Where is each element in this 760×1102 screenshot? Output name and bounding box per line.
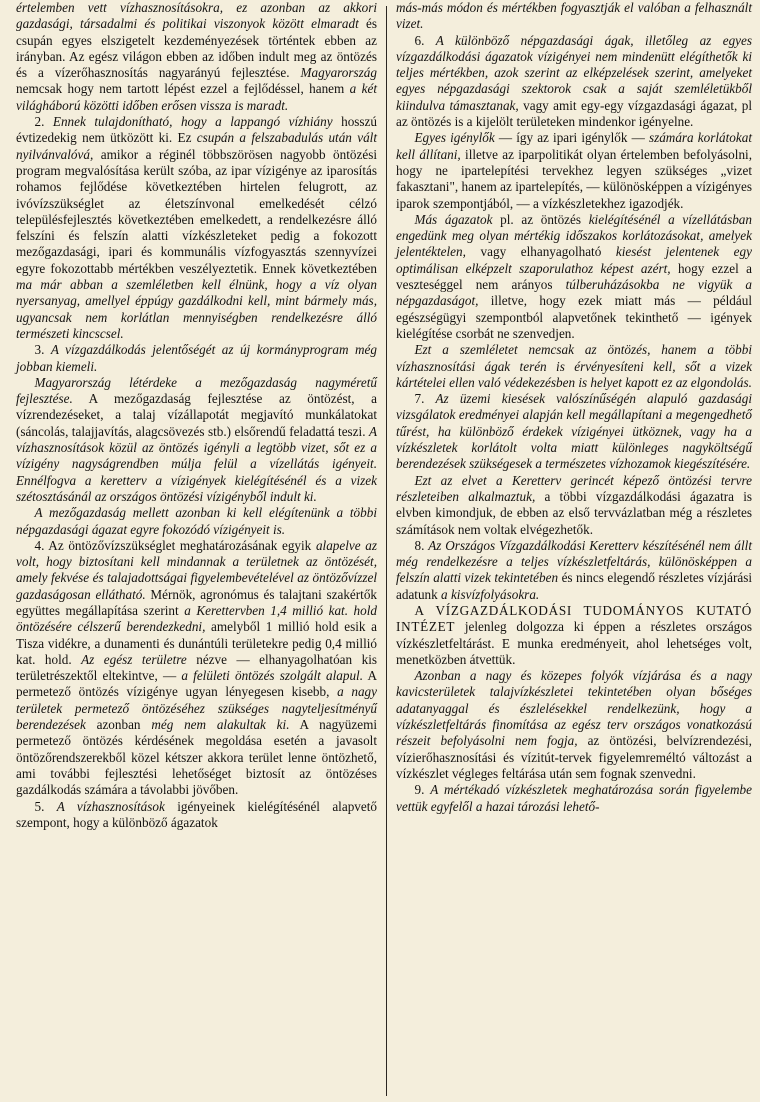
paragraph (396, 342, 752, 391)
italic-text: a Kerettervben 1,4 millió kat. hold öntözésére célszerű berendezkedni, (16, 602, 377, 635)
italic-text: a nagy területek permetező öntözéséhez szükséges nagyteljesítményű berendezések (16, 684, 378, 733)
text-run: vagy amit egy-egy vízgazdasági ágazat, pl az öntözés is a kijelölt területeken mindenkor igényelne. (396, 97, 753, 130)
text-run: igényeinek kielégítésénél alapvető szempont, hogy a különböző ágazatok (16, 798, 377, 830)
italic-text: a két világháború közötti időben erősen vissza is maradt. (16, 81, 377, 113)
italic-text: A különböző népgazdasági ágak, illetőleg az egyes vízgazdálkodási ágazatok vízigényei nem mindenütt elégíthetők ki teljes mértékben, azok szerint az elképzelések szerint, amelyeket egyes népgazdasági szektorok csak a saját szemléletükből kiindulva támasztanak, (396, 32, 753, 113)
paragraph (16, 0, 377, 114)
italic-text: számára korlátokat kell állítani, (396, 130, 752, 162)
italic-text: Magyarország (300, 65, 377, 81)
caps-text: A VÍZGAZDÁLKODÁSI TUDOMÁNYOS KUTATÓ INTÉZET (396, 602, 752, 635)
italic-text: Más ágazatok (414, 211, 493, 227)
italic-text: csupán a felszabadulás után vált nyilvánvalóvá, (16, 130, 377, 162)
text-run: és csupán egyes elszigetelt kezdeményezések történtek ebben az irányban. Az egész világon ebben az időben indult meg az öntözés és a vízerőhasznosítás nagyarányú fejlesztése. (16, 16, 377, 81)
italic-text: a kisvízfolyásokra. (441, 586, 540, 602)
italic-text: Magyarország létérdeke a mezőgazdaság nagyméretű fejlesztése. (16, 374, 377, 407)
italic-text: Az egész területre (81, 651, 187, 667)
italic-text: más-más módon és mértékben fogyasztják el valóban a felhasznált vizet. (396, 0, 752, 32)
italic-text: kielégítésénél a vízellátásban engedünk meg olyan mértékig időszakos korlátozásokat, amelyek jelentéktelen, (396, 211, 752, 260)
paragraph (16, 114, 377, 342)
text-run: — így az ipari igénylők — (494, 130, 649, 146)
italic-text: Azonban a nagy és közepes folyók vízjárása és a nagy kavicsterületek talajvízkészletei tekintetében olyan bőséges adatanyaggal és észlelésekkel rendelkezünk, hogy a vízkészletfeltárás finomítása az egész terv országos vonatkozású részeit befolyásolni nem fogja, (396, 668, 752, 749)
paragraph (16, 505, 377, 538)
italic-text: alapelve az volt, hogy biztosítani kell mindannak a területnek az öntözését, amely fekvése és talajadottságai figyelembevételével az öntözővízzel gazdaságosan ellátható. (16, 537, 377, 602)
italic-text: A vízgazdálkodás jelentőségét az új kormányprogram még jobban kiemeli. (16, 342, 378, 374)
text-run: A mezőgazdaság fejlesztése az öntözést, a vízrendezéseket, a talaj vízállapotát megjavító munkálatokat (sáncolás, talajjavítás, alagcsövezés stb.) elsőrendű feladattá teszi. (16, 391, 377, 439)
italic-text: A mezőgazdaság mellett azonban ki kell elégítenünk a többi népgazdasági ágazat egyre fokozódó vízigényeit is. (16, 505, 377, 537)
text-run: amelyből 1 millió hold esik a Tisza vidékre, a dunamenti és dunántúli területekre pedig 0,4 millió kat. hold. (16, 619, 377, 667)
text-run: 9. (414, 782, 431, 798)
text-run: amikor a réginél többszörösen nagyobb öntözési program megvalósítása került szóba, az ipar vízigénye az iparosítás rohamos fejlődése következtében hirtelen felugrott, az ivóvízszükséglet az életszínvonal emelkedését célzó településfejlesztés következtében emelkedett, a rendelkezésre álló felszíni és felszín alatti vízkészleteket pedig a fokozott mezőgazdasági, ipari és kommunális vízfogyasztás szennyvízei egyre fokozottabb mértékben veszélyeztetik. Ennek következtében (16, 146, 377, 276)
text-run: pl. az öntözés (492, 211, 589, 227)
text-run: 3. (34, 342, 51, 358)
text-run: azonban (85, 717, 152, 733)
text-run: 2. (34, 114, 53, 130)
italic-text: kiesést jelentenek egy optimálisan elképzelt szaporulathoz képest azért, (396, 244, 752, 276)
paragraph (396, 391, 752, 472)
italic-text: még nem alakultak ki. (151, 717, 290, 733)
paragraph (396, 0, 752, 33)
text-run: nemcsak hogy nem tartott lépést ezzel a fejlődéssel, hanem (16, 81, 350, 97)
paragraph (396, 782, 752, 815)
italic-text: Ezt az elvet a Keretterv gerincét képező öntözési tervre részleteiben alkalmaztuk, (396, 472, 752, 504)
right-column (396, 0, 752, 815)
italic-text: Ezt a szemléletet nemcsak az öntözés, hanem a többi vízhasznosítási ágak terén is érvényesíteni kell, sőt a vizek kártételei ellen való védekezésben is helyet kapott ez az elgondolás. (396, 342, 752, 390)
italic-text: túlberuházásokba ne vigyük a népgazdaságot, (396, 277, 752, 309)
paragraph (396, 473, 752, 538)
italic-text: értelemben vett vízhasznosításokra, ez azonban az akkori gazdasági, társadalmi és politikai viszonyok között elmaradt (16, 0, 377, 32)
paragraph (16, 799, 377, 832)
text-run: illetve, hogy ezek miatt más — például egészségügyi szempontból alapvetőnek tekinthető — igények kielégítése csorbát ne szenvedjen. (396, 293, 752, 341)
text-run: A nagyüzemi permetező öntözés kérdésének megoldása esetén a javasolt öntözőrendszerekből közel kétszer akkora terület lenne öntözhető, ami további fejlesztési lehetőséget biztosít az öntözéses gazdálkodás számára a távolabbi jövőben. (16, 717, 377, 798)
italic-text: Az Országos Vízgazdálkodási Keretterv készítésénél nem állt még rendelkezésre a teljes vízkészletfeltárás, különösképpen a felszín alatti vizek tekintetében (396, 537, 753, 586)
paragraph (16, 538, 377, 799)
text-run: vagy elhanyagolható (465, 244, 616, 260)
paragraph (16, 342, 377, 375)
text-run: 7. (414, 391, 436, 407)
text-run: 6. (414, 32, 436, 48)
text-run: 4. Az öntözővízszükséglet meghatározásának egyik (34, 537, 316, 553)
text-run: jelenleg dolgozza ki éppen a részletes országos vízkészletfeltárást. E munka eredményeit, ahol lehetséges volt, menetközben átvettük. (396, 619, 752, 667)
italic-text: Ennek tulajdonítható, hogy a lappangó vízhiány (52, 114, 333, 130)
italic-text: A vízhasznosítások közül az öntözés igényli a legtöbb vizet, sőt ez a vízigény nagyságrendben múlja felül a vízellátás igényeit. Ennélfogva a keretterv a vízigények kielégítésénél és a vizek szétosztásánál az országos öntözési vízigényből indult ki. (16, 423, 377, 504)
text-run: hosszú évtizedekig nem ütközött ki. Ez (16, 114, 377, 146)
paragraph (396, 130, 752, 211)
text-run: Mérnök, agronómus és talajtani szakértők együttes megállapítása szerint (16, 586, 378, 618)
text-run: az öntözési, belvízrendezési, vízierőhasznosítási és vízitút-tervek figyelemreméltó változást a vízkészlet végleges feltárása után sem fognak szenvedni. (396, 733, 752, 781)
text-run: és nincs elegendő részletes vízjárási adatunk (396, 570, 752, 602)
text-run: hogy ezzel a veszteséggel nem arányos (396, 260, 752, 293)
paragraph (396, 668, 752, 782)
text-run: a többi vízgazdálkodási ágazatra is elvben kimondjuk, de ebben az első tervvázlatban még a részletes számítások nem voltak elvégezhetők. (396, 488, 752, 537)
text-run: illetve az iparpolitikát olyan értelemben befolyásolni, hogy ne ipartelepítési tervekhez legyen szükséges „vizet fakasztani", hanem az ipartelepítés, — különösképpen a vízigényes iparok szempontjából, — a vízkészletekhez igazodjék. (396, 146, 752, 211)
paragraph (396, 538, 752, 603)
italic-text: Az üzemi kiesések valószínűségén alapuló gazdasági vizsgálatok eredményei alapján kell megállapítani a megengedhető tűrést, ha különböző érdekek vízigényei ütköznek, vagy ha a vízkészletek korlátolt volta miatt különleges nagyköltségű berendezések szükségesek a természetes vízhozamok kiegészítésére. (396, 391, 752, 472)
paragraph (16, 375, 377, 505)
text-run: A permetező öntözés vízigénye ugyan lényegesen kisebb, (16, 668, 377, 700)
left-column (16, 0, 377, 831)
italic-text: ma már abban a szemléletben kell élnünk, hogy a víz olyan nyersanyag, amellyel éppúgy gazdálkodni kell, mint bármely más, ugyancsak nem korlátlan mennyiségben rendelkezésre álló természeti kincscsel. (16, 277, 377, 341)
column-divider (386, 6, 387, 1096)
text-run: 8. (414, 537, 429, 553)
paragraph (396, 33, 752, 131)
paragraph (396, 603, 752, 668)
text-run: nézve — elhanyagolhatóan kis területrészektől eltekintve, — (16, 651, 377, 684)
italic-text: A mértékadó vízkészletek meghatározása során figyelembe vettük egyfelől a hazai tározási lehető- (396, 782, 753, 814)
text-run: 5. (34, 798, 57, 814)
italic-text: A vízhasznosítások (56, 798, 165, 814)
italic-text: Egyes igénylők (414, 130, 495, 146)
italic-text: a felületi öntözés szolgált alapul. (181, 668, 363, 684)
paragraph (396, 212, 752, 342)
